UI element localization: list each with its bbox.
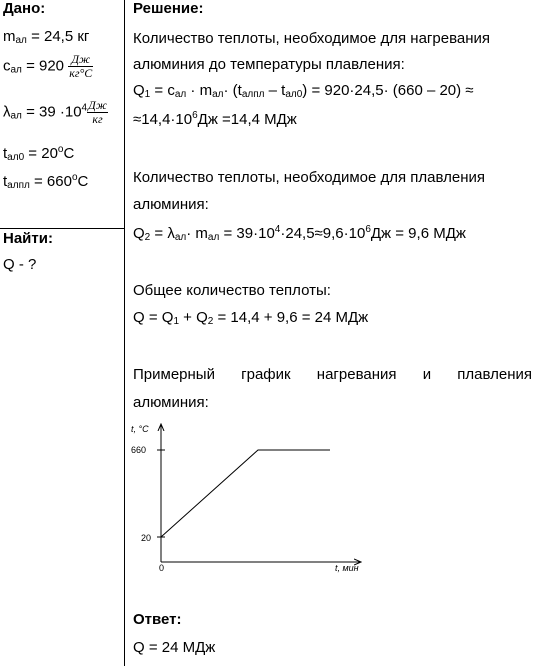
- answer-value: Q = 24 МДж: [133, 639, 216, 656]
- solution-title: Решение:: [133, 0, 204, 17]
- solution-text: алюминия:: [133, 394, 209, 411]
- section-divider-given: [0, 228, 124, 229]
- formula-total: $Q = Q_1 + Q_2 = 14,4 + 9,6 = 24$ МДж: [133, 309, 369, 327]
- answer-title: Ответ:: [133, 611, 182, 628]
- find-value: Q - ?: [3, 256, 37, 273]
- heating-melting-graph: [125, 415, 385, 575]
- solution-text: Количество теплоты, необходимое для нагревания: [133, 30, 491, 47]
- given-melting-temperature: $t_{алпл} = 660^oC$: [3, 172, 89, 191]
- x-axis-label: t, мин: [335, 563, 359, 573]
- y-tick-label-660: 660: [131, 445, 147, 455]
- given-heat-capacity: $c_{ал} = 920$ $\frac{Дж}{кг^\circ С}$: [3, 52, 93, 80]
- solution-text: алюминия:: [133, 196, 209, 213]
- solution-text: алюминия до температуры плавления:: [133, 56, 405, 73]
- solution-text: Общее количество теплоты:: [133, 282, 331, 299]
- given-mass: $m_{ал} = 24,5$ кг: [3, 28, 90, 46]
- find-title: Найти:: [3, 230, 53, 247]
- solution-text: Количество теплоты, необходимое для плавления: [133, 169, 486, 186]
- x-tick-label-0: 0: [159, 563, 165, 573]
- formula-q1: $Q_1 = c_{ал} \cdot m_{ал}\cdot (t_{алпл} - t_{ал0}) = 920\cdot 24,5\cdot (660 - 20)$ ≈: [133, 82, 474, 100]
- y-axis-label: t, °C: [131, 424, 149, 434]
- given-latent-heat: $\lambda_{ал} = 39 \cdot 10^4$ $\frac{Дж}{кг}$: [3, 98, 107, 126]
- given-initial-temperature: $t_{ал0} = 20^oC$: [3, 144, 75, 163]
- formula-q2: $Q_2 = \lambda_{ал}\cdot m_{ал} = 39\cdot 10^4\cdot 24,5\approx 9,6\cdot 10^6Дж = 9,6$ МДж: [133, 224, 466, 243]
- formula-q1-result: $\approx 14,4\cdot 10^6Дж =14,4$ МДж: [133, 110, 297, 128]
- y-tick-label-20: 20: [141, 533, 152, 543]
- temperature-line: [161, 450, 330, 537]
- given-title: Дано:: [3, 0, 46, 17]
- solution-text: Примерный график нагревания и плавления: [133, 366, 532, 383]
